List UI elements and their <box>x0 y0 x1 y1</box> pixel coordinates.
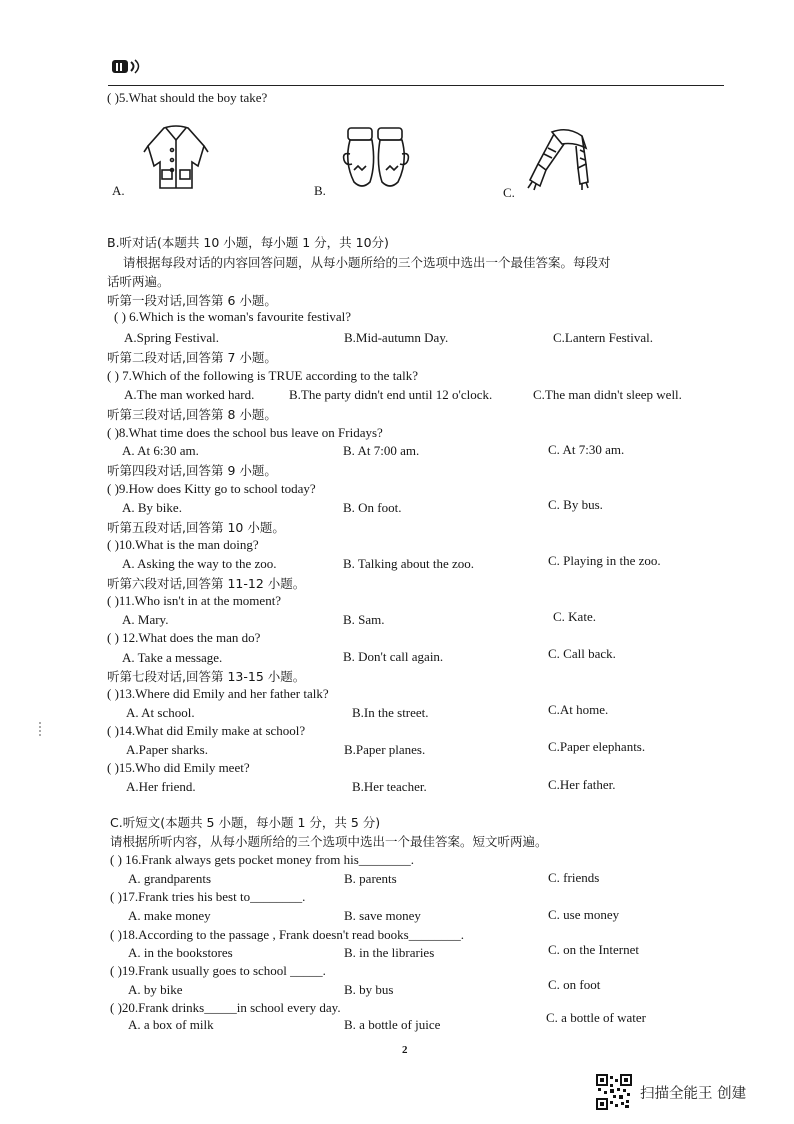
option-c: C. Call back. <box>548 646 616 661</box>
dialogue-intro: 听第七段对话,回答第 13-15 小题。 <box>107 669 306 684</box>
section-b-instructions: 请根据每段对话的内容回答问题，从每小题所给的三个选项中选出一个最佳答案。每段对 <box>123 255 611 270</box>
header-rule <box>108 85 724 86</box>
question-stem: ( )20.Frank drinks_____in school every day. <box>110 1000 341 1015</box>
dialogue-intro: 听第四段对话,回答第 9 小题。 <box>107 463 277 478</box>
option-a: A.Paper sharks. <box>126 742 208 757</box>
dialogue-intro: 听第一段对话,回答第 6 小题。 <box>107 293 277 308</box>
question-stem: ( ) 6.Which is the woman's favourite festival? <box>114 309 351 324</box>
option-a: A. Mary. <box>122 612 169 627</box>
question-stem: ( )19.Frank usually goes to school _____. <box>110 963 326 978</box>
question-stem: ( )15.Who did Emily meet? <box>107 760 250 775</box>
option-a: A. by bike <box>128 982 183 997</box>
margin-mark <box>38 722 42 736</box>
option-a: A.Spring Festival. <box>124 330 219 345</box>
dialogue-intro: 听第三段对话,回答第 8 小题。 <box>107 407 277 422</box>
option-b: B.The party didn't end until 12 o'clock. <box>289 387 493 402</box>
option-c: C. By bus. <box>548 497 603 512</box>
section-b-heading: B.听对话(本题共 10 小题，每小题 1 分，共 10分) <box>107 235 389 250</box>
page-number: 2 <box>402 1044 408 1056</box>
option-c: C.Her father. <box>548 777 616 792</box>
question-stem: ( ) 16.Frank always gets pocket money from his________. <box>110 852 415 867</box>
coat-icon <box>138 122 214 192</box>
option-b: B. At 7:00 am. <box>343 443 420 458</box>
dialogue-intro: 听第五段对话,回答第 10 小题。 <box>107 520 285 535</box>
section-c-instructions: 请根据所听内容，从每小题所给的三个选项中选出一个最佳答案。短文听两遍。 <box>110 834 548 849</box>
option-a: A. a box of milk <box>128 1017 214 1032</box>
question-stem: ( )17.Frank tries his best to________. <box>110 889 306 904</box>
option-c: C. Playing in the zoo. <box>548 553 661 568</box>
question-stem: ( )13.Where did Emily and her father talk? <box>107 686 329 701</box>
listening-logo-icon <box>110 56 146 76</box>
question-stem: ( )18.According to the passage , Frank doesn't read books________. <box>110 927 464 942</box>
option-a: A. At 6:30 am. <box>122 443 199 458</box>
option-c: C. a bottle of water <box>546 1010 646 1025</box>
option-b: B. by bus <box>344 982 394 997</box>
option-b: B. in the libraries <box>344 945 435 960</box>
scanner-watermark: 扫描全能王 创建 <box>640 1086 747 1102</box>
option-a: A.Her friend. <box>126 779 196 794</box>
question-stem: ( ) 12.What does the man do? <box>107 630 261 645</box>
option-b-label: B. <box>314 183 326 198</box>
option-b: B.Paper planes. <box>344 742 426 757</box>
question-stem: ( ) 7.Which of the following is TRUE according to the talk? <box>107 368 418 383</box>
question-stem: ( )14.What did Emily make at school? <box>107 723 306 738</box>
dialogue-intro: 听第二段对话,回答第 7 小题。 <box>107 350 277 365</box>
question-stem: ( )9.How does Kitty go to school today? <box>107 481 316 496</box>
option-a-label: A. <box>112 183 125 198</box>
option-a: A. make money <box>128 908 211 923</box>
option-b: B. a bottle of juice <box>344 1017 441 1032</box>
question-stem: ( )10.What is the man doing? <box>107 537 259 552</box>
option-b: B. save money <box>344 908 421 923</box>
option-b: B. parents <box>344 871 397 886</box>
option-b: B.Mid-autumn Day. <box>344 330 449 345</box>
option-c: C. Kate. <box>553 609 596 624</box>
option-a: A. in the bookstores <box>128 945 233 960</box>
option-c: C. At 7:30 am. <box>548 442 625 457</box>
option-a: A. Take a message. <box>122 650 223 665</box>
question-stem: ( )8.What time does the school bus leave on Fridays? <box>107 425 383 440</box>
option-b: B.Her teacher. <box>352 779 427 794</box>
option-a: A.The man worked hard. <box>124 387 255 402</box>
option-c: C. on the Internet <box>548 942 639 957</box>
qr-code-icon <box>596 1074 632 1110</box>
option-c: C.Paper elephants. <box>548 739 646 754</box>
option-a: A. Asking the way to the zoo. <box>122 556 277 571</box>
option-c-label: C. <box>503 185 515 200</box>
section-b-instructions-cont: 话听两遍。 <box>107 274 170 289</box>
option-b: B. On foot. <box>343 500 402 515</box>
option-c: C.Lantern Festival. <box>553 330 654 345</box>
option-b: B.In the street. <box>352 705 429 720</box>
option-b: B. Don't call again. <box>343 649 444 664</box>
option-a: A. At school. <box>126 705 195 720</box>
option-c: C. on foot <box>548 977 601 992</box>
option-a: A. By bike. <box>122 500 182 515</box>
option-c: C.At home. <box>548 702 609 717</box>
option-c: C.The man didn't sleep well. <box>533 387 682 402</box>
question-5-stem: ( )5.What should the boy take? <box>107 90 268 105</box>
option-a: A. grandparents <box>128 871 212 886</box>
option-b: B. Sam. <box>343 612 385 627</box>
dialogue-intro: 听第六段对话,回答第 11-12 小题。 <box>107 576 306 591</box>
question-stem: ( )11.Who isn't in at the moment? <box>107 593 282 608</box>
scarf-icon <box>522 124 598 194</box>
section-c-heading: C.听短文(本题共 5 小题，每小题 1 分，共 5 分) <box>110 815 381 830</box>
option-c: C. friends <box>548 870 600 885</box>
option-b: B. Talking about the zoo. <box>343 556 474 571</box>
mittens-icon <box>340 124 412 192</box>
option-c: C. use money <box>548 907 620 922</box>
